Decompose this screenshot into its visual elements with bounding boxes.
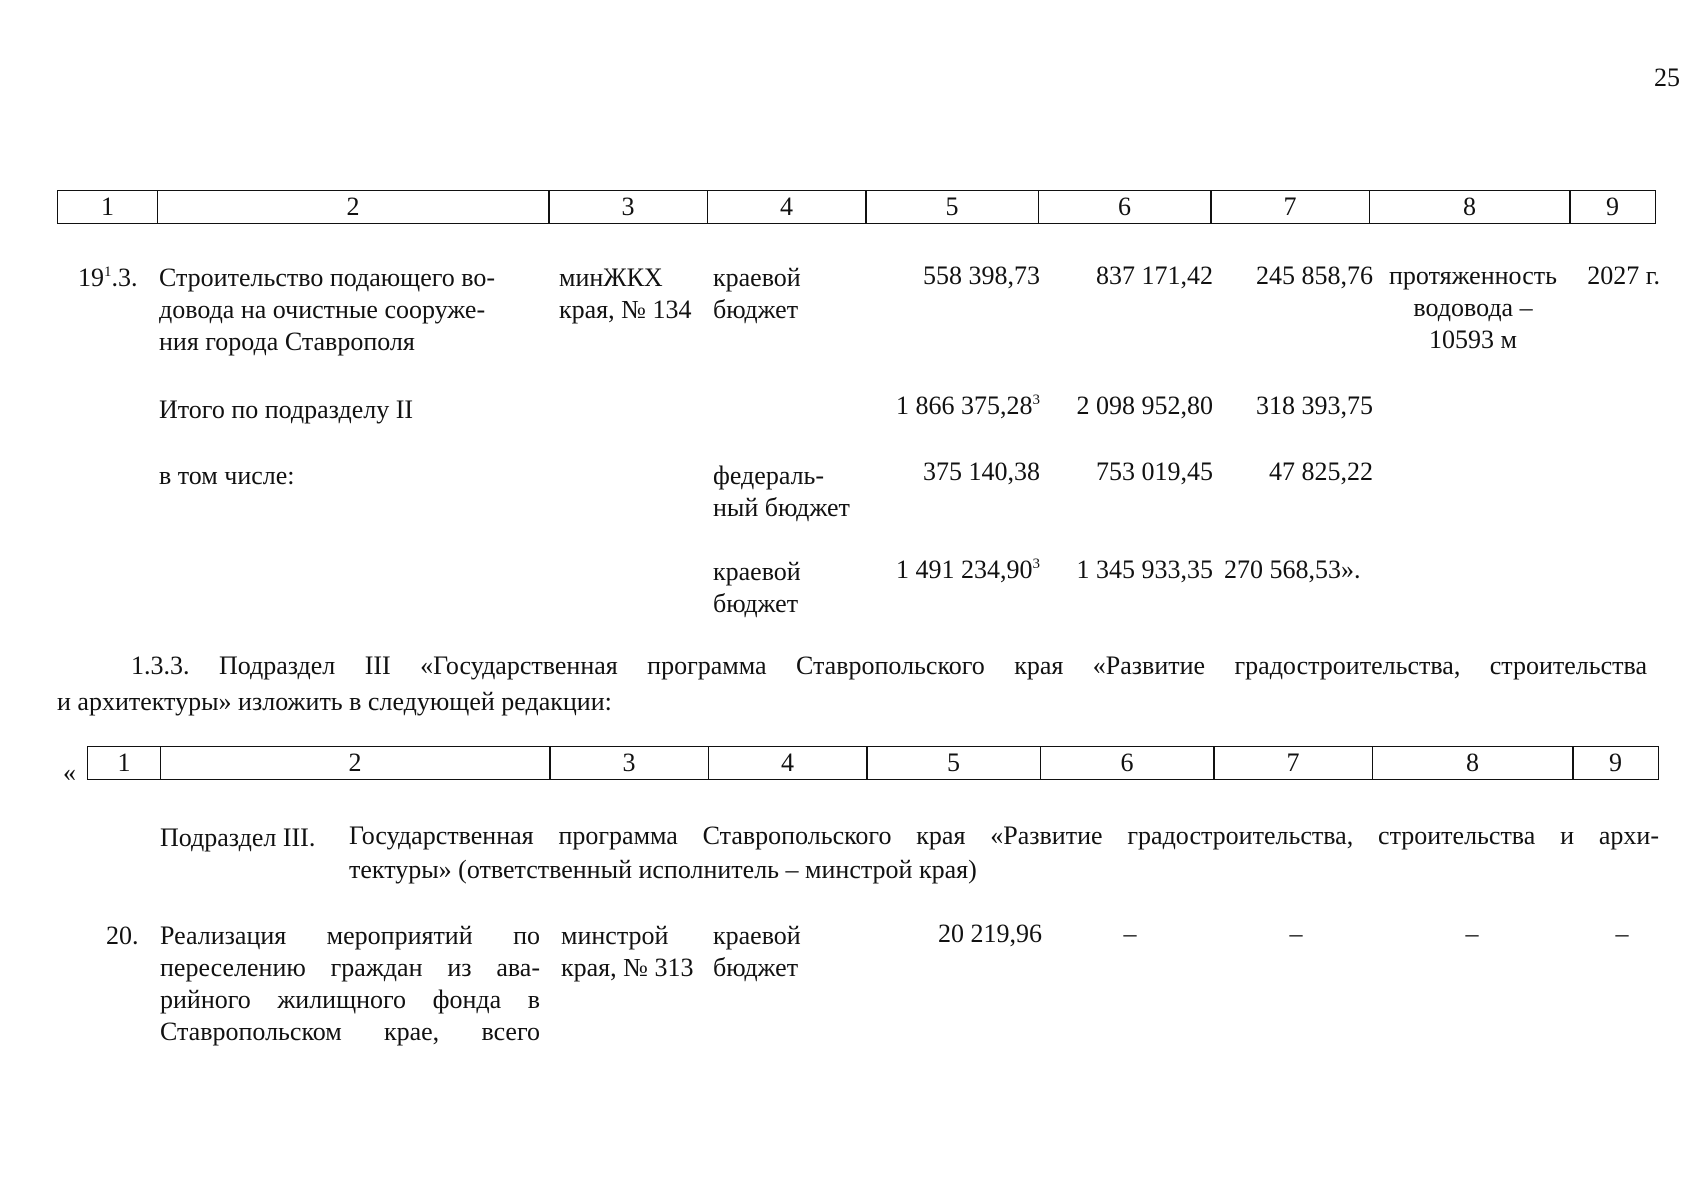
regional-col5 <box>846 554 1040 586</box>
row20-executor-line: края, № 313 <box>561 953 694 982</box>
paragraph-line: и архитектуры» изложить в следующей редакции: <box>57 687 612 716</box>
federal-budget-label <box>713 460 873 524</box>
regional-budget-label <box>713 556 863 620</box>
row19-indicator <box>1373 260 1573 356</box>
row19-indicator-line: протяженность <box>1389 261 1557 290</box>
table1-header-col3: 3 <box>548 190 708 224</box>
regional-col6: 1 345 933,35 <box>1076 555 1213 584</box>
table2-header-col3: 3 <box>549 746 709 780</box>
row19-number-main: 19 <box>78 263 104 292</box>
federal-col5: 375 140,38 <box>923 457 1040 486</box>
subsection-title-line: тектуры» (ответственный исполнитель – минстрой края) <box>349 855 977 884</box>
table1-header-col1: 1 <box>57 190 158 224</box>
subsection-label: Подраздел III. <box>160 823 316 852</box>
row19-source-line: краевой <box>713 263 801 292</box>
table1-header-col8: 8 <box>1369 190 1571 224</box>
row19-number-sup: 1 <box>104 264 112 280</box>
row20-col9: – <box>1615 919 1629 948</box>
paragraph-line: 1.3.3. Подраздел III «Государственная программа Ставропольского края «Развитие градостроительства, строительства <box>131 651 1647 680</box>
paragraph-1-3-3 <box>57 650 1647 718</box>
table1-header-col6: 6 <box>1038 190 1212 224</box>
table1-header-col2: 2 <box>157 190 550 224</box>
row20-number: 20. <box>106 921 139 950</box>
row19-indicator-line: водовода – <box>1413 293 1533 322</box>
row20-col7: – <box>1289 919 1303 948</box>
row20-source <box>713 920 863 984</box>
table1-header-col5: 5 <box>865 190 1039 224</box>
page-number: 25 <box>1654 63 1680 92</box>
regional-col5-footnote: 3 <box>1032 556 1040 572</box>
federal-budget-line: ный бюджет <box>713 493 850 522</box>
row19-col6: 837 171,42 <box>1096 261 1213 290</box>
row19-name <box>159 262 539 358</box>
total-label: Итого по подразделу II <box>159 395 414 424</box>
federal-col7: 47 825,22 <box>1269 457 1373 486</box>
row20-executor <box>561 920 711 984</box>
row19-number-suffix: .3. <box>111 263 138 292</box>
row20-name <box>160 920 540 1048</box>
total-col6: 2 098 952,80 <box>1076 391 1213 420</box>
federal-budget-line: федераль- <box>713 461 825 490</box>
row20-name-line: рийного жилищного фонда в <box>160 985 540 1014</box>
table2-open-quote: « <box>63 758 76 787</box>
regional-col7: 270 568,53». <box>1224 555 1361 584</box>
table2-header-col8: 8 <box>1372 746 1574 780</box>
row19-col7: 245 858,76 <box>1256 261 1373 290</box>
table2-header-col7: 7 <box>1213 746 1373 780</box>
row19-col5: 558 398,73 <box>923 261 1040 290</box>
table1-header-col9: 9 <box>1569 190 1656 224</box>
total-col5-value: 1 866 375,28 <box>896 391 1033 420</box>
table2-header-col5: 5 <box>866 746 1041 780</box>
table1-header-row <box>57 190 1661 224</box>
row20-source-line: бюджет <box>713 953 799 982</box>
table1-header-col4: 4 <box>707 190 867 224</box>
regional-budget-line: краевой <box>713 557 801 586</box>
row19-number <box>78 262 138 294</box>
table2-header-col1: 1 <box>87 746 161 780</box>
row20-name-line: Реализация мероприятий по <box>160 921 540 950</box>
row19-year: 2027 г. <box>1587 261 1660 290</box>
row19-name-line: Строительство подающего во- <box>159 263 496 292</box>
subsection-title <box>349 820 1659 886</box>
subsection-title-line: Государственная программа Ставропольского края «Развитие градостроительства, строительства и архи- <box>349 821 1659 850</box>
row20-col8: – <box>1465 919 1479 948</box>
row19-indicator-line: 10593 м <box>1429 325 1517 354</box>
row19-source-line: бюджет <box>713 295 799 324</box>
table2-header-row <box>87 746 1663 780</box>
table2-header-col9: 9 <box>1572 746 1659 780</box>
federal-col6: 753 019,45 <box>1096 457 1213 486</box>
total-col5 <box>846 390 1040 422</box>
table2-header-col6: 6 <box>1040 746 1215 780</box>
row20-name-line: переселению граждан из ава- <box>160 953 540 982</box>
row20-source-line: краевой <box>713 921 801 950</box>
row19-source <box>713 262 863 326</box>
total-col5-footnote: 3 <box>1032 392 1040 408</box>
row19-name-line: ния города Ставрополя <box>159 327 415 356</box>
table2-header-col2: 2 <box>160 746 551 780</box>
table1-header-col7: 7 <box>1210 190 1370 224</box>
regional-col5-value: 1 491 234,90 <box>896 555 1033 584</box>
row20-name-line: Ставропольском крае, всего <box>160 1017 540 1046</box>
row20-executor-line: минстрой <box>561 921 669 950</box>
regional-budget-line: бюджет <box>713 589 799 618</box>
including-label: в том числе: <box>159 461 295 490</box>
row19-executor-line: минЖКХ <box>559 263 663 292</box>
row19-executor-line: края, № 134 <box>559 295 692 324</box>
row19-executor <box>559 262 709 326</box>
row20-col6: – <box>1123 919 1137 948</box>
row20-col5: 20 219,96 <box>938 919 1042 948</box>
table2-header-col4: 4 <box>708 746 868 780</box>
row19-name-line: довода на очистные сооруже- <box>159 295 486 324</box>
total-col7: 318 393,75 <box>1256 391 1373 420</box>
